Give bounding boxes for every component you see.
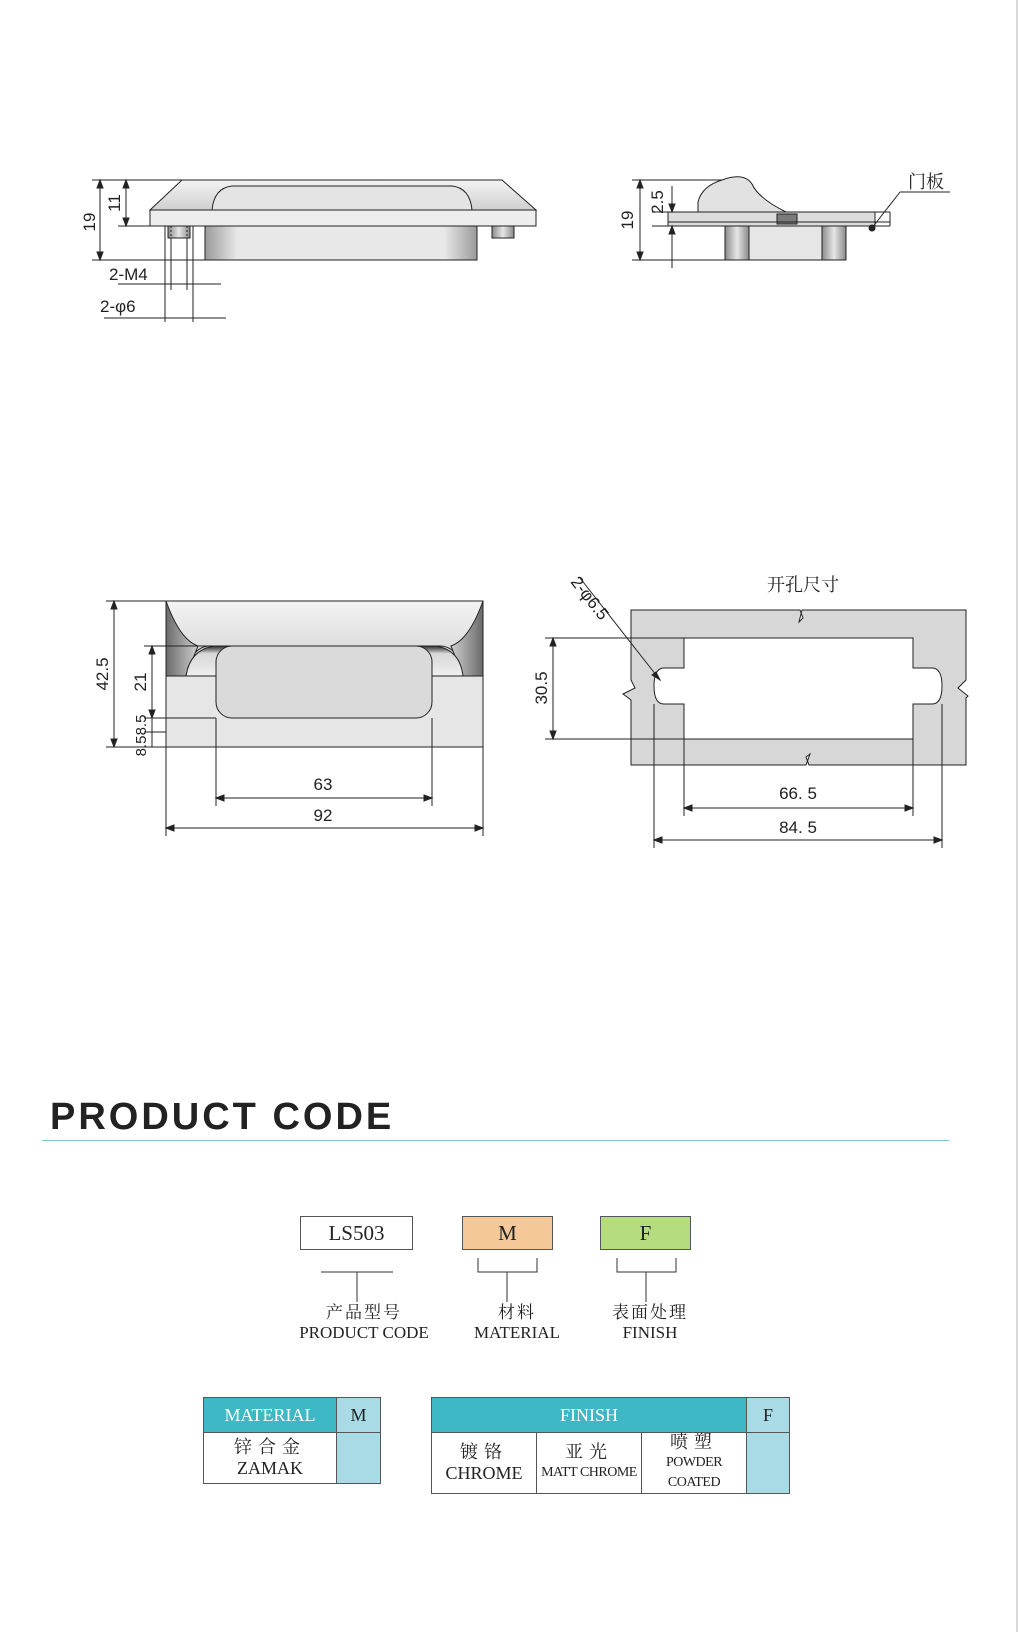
label-finish-en: FINISH — [622, 1323, 678, 1342]
dim-front-92: 92 — [313, 806, 333, 825]
label-material-zh: 材料 — [498, 1303, 536, 1323]
finish-option-matt-chrome — [537, 1433, 642, 1494]
dim-front-8-5-a: 8.5 — [133, 714, 150, 736]
code-box-material: M — [462, 1216, 553, 1250]
finish-option-matt-chrome-zh: 亚光 — [565, 1442, 613, 1463]
finish-table — [431, 1397, 790, 1494]
material-option-zamak — [204, 1433, 337, 1484]
finish-option-chrome — [432, 1433, 537, 1494]
end-view — [668, 177, 890, 260]
label-product-code — [282, 1304, 446, 1342]
material-table-header: MATERIAL — [204, 1398, 337, 1433]
finish-code-cell — [747, 1433, 790, 1494]
dim-end-19: 19 — [618, 210, 637, 230]
finish-table-code: F — [747, 1398, 790, 1433]
dim-side-m4: 2-M4 — [109, 265, 148, 284]
dim-front-8-5-b: 8.5 — [133, 735, 150, 757]
dim-cutout-66-5: 66. 5 — [779, 784, 817, 803]
product-code-heading: PRODUCT CODE — [50, 1096, 395, 1138]
dim-front-21: 21 — [131, 672, 150, 692]
dim-front-42-5: 42.5 — [93, 657, 112, 691]
door-panel-label: 门板 — [908, 172, 944, 192]
material-option-zh: 锌合金 — [234, 1437, 306, 1458]
code-brackets — [0, 1250, 1018, 1310]
heading-divider — [42, 1140, 949, 1141]
dim-side-phi6: 2-φ6 — [100, 297, 136, 316]
cutout-title: 开孔尺寸 — [767, 575, 839, 595]
code-box-finish: F — [600, 1216, 691, 1250]
finish-option-matt-chrome-en: MATT CHROME — [541, 1465, 637, 1480]
label-product-code-zh: 产品型号 — [326, 1303, 402, 1323]
dim-cutout-holes: 2-φ6.5 — [566, 572, 613, 624]
code-box-model: LS503 — [300, 1216, 413, 1250]
finish-table-header: FINISH — [432, 1398, 747, 1433]
cutout-view — [623, 610, 968, 765]
side-view — [150, 180, 536, 260]
label-material — [450, 1304, 584, 1342]
material-option-en: ZAMAK — [237, 1458, 303, 1478]
dim-side-11: 11 — [105, 194, 124, 212]
label-finish — [590, 1304, 710, 1342]
finish-option-powder-coated — [642, 1433, 747, 1494]
finish-option-powder-coated-en: POWDER COATED — [665, 1455, 723, 1490]
material-code-cell — [337, 1433, 381, 1484]
finish-option-powder-coated-zh: 喷塑 — [670, 1432, 718, 1453]
dim-front-63: 63 — [313, 775, 333, 794]
label-finish-zh: 表面处理 — [612, 1303, 688, 1323]
material-table — [203, 1397, 381, 1484]
material-table-code: M — [337, 1398, 381, 1433]
label-material-en: MATERIAL — [474, 1323, 560, 1342]
finish-option-chrome-en: CHROME — [445, 1463, 523, 1483]
dim-cutout-30-5: 30.5 — [532, 671, 551, 705]
front-view — [166, 601, 483, 747]
dim-cutout-84-5: 84. 5 — [779, 818, 817, 837]
dim-side-19: 19 — [80, 212, 99, 232]
finish-option-chrome-zh: 镀铬 — [460, 1442, 508, 1463]
label-product-code-en: PRODUCT CODE — [299, 1323, 429, 1342]
dim-end-2-5: 2.5 — [648, 190, 667, 214]
